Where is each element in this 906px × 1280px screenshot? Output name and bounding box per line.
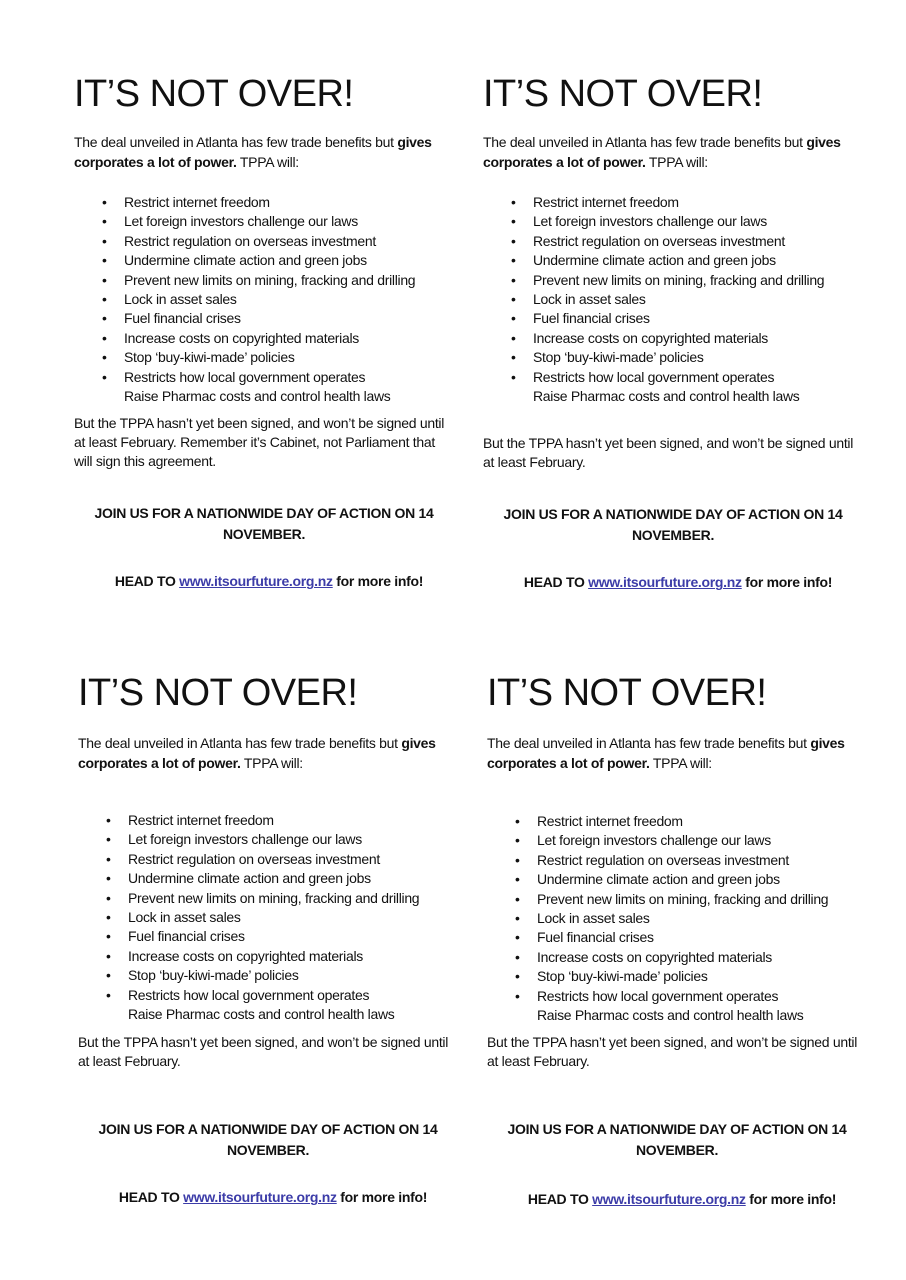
list-item <box>483 329 873 348</box>
bullet-icon: • <box>511 271 516 288</box>
flyer-top-left <box>74 72 464 591</box>
bullet-icon: • <box>106 909 111 926</box>
bullet-icon: • <box>106 928 111 945</box>
list-item <box>487 948 877 967</box>
list-item-text: Stop ‘buy-kiwi-made’ policies <box>128 967 299 984</box>
list-item <box>78 966 468 985</box>
flyer-bottom-right <box>487 671 877 1209</box>
bullet-list <box>487 812 877 1006</box>
intro-end-text: TPPA will: <box>236 154 299 170</box>
intro-bold-text: gives corporates a lot of power. <box>487 735 845 771</box>
list-item-text: Fuel financial crises <box>537 929 654 946</box>
website-link[interactable]: www.itsourfuture.org.nz <box>183 1189 337 1206</box>
call-to-action: JOIN US FOR A NATIONWIDE DAY OF ACTION ON 14 NOVEMBER. <box>503 506 843 544</box>
bullet-icon: • <box>511 310 516 327</box>
list-item-text: Fuel financial crises <box>124 310 241 327</box>
info-prefix: HEAD TO <box>527 1191 593 1208</box>
list-item-text: Increase costs on copyrighted materials <box>128 947 363 964</box>
bullet-icon: • <box>106 870 111 887</box>
list-item-text: Lock in asset sales <box>124 291 237 308</box>
info-prefix: HEAD TO <box>523 574 589 591</box>
bullet-icon: • <box>106 986 111 1003</box>
list-item <box>483 368 873 387</box>
bullet-icon: • <box>511 349 516 366</box>
flyer-intro <box>78 733 468 773</box>
list-item-text: Restrict regulation on overseas investment <box>128 850 380 867</box>
bullet-icon: • <box>515 890 520 907</box>
flyer-title: IT’S NOT OVER! <box>78 672 358 714</box>
flyer-intro <box>483 132 873 172</box>
bullet-icon: • <box>515 851 520 868</box>
list-item <box>78 889 468 908</box>
list-item <box>78 927 468 946</box>
list-item-text: Undermine climate action and green jobs <box>128 870 371 887</box>
call-to-action: JOIN US FOR A NATIONWIDE DAY OF ACTION ON 14 NOVEMBER. <box>507 1121 847 1159</box>
flyer-title: IT’S NOT OVER! <box>487 672 767 714</box>
list-item <box>487 967 877 986</box>
bullet-icon: • <box>515 910 520 927</box>
list-item-text: Restrict internet freedom <box>128 812 274 828</box>
list-item-text: Restricts how local government operates <box>124 368 366 385</box>
list-item <box>487 831 877 850</box>
bullet-icon: • <box>102 349 107 366</box>
bullet-icon: • <box>515 871 520 888</box>
bullet-icon: • <box>511 213 516 230</box>
intro-bold-text: gives corporates a lot of power. <box>74 134 432 170</box>
list-item-text: Stop ‘buy-kiwi-made’ policies <box>537 968 708 985</box>
bullet-icon: • <box>102 291 107 308</box>
info-prefix: HEAD TO <box>118 1189 184 1206</box>
website-link[interactable]: www.itsourfuture.org.nz <box>588 574 742 591</box>
info-suffix: for more info! <box>741 574 833 591</box>
bullet-icon: • <box>515 929 520 946</box>
extra-list-line: Raise Pharmac costs and control health laws <box>124 388 391 405</box>
list-item-text: Let foreign investors challenge our laws <box>124 213 358 230</box>
bullet-icon: • <box>102 194 107 210</box>
call-to-action: JOIN US FOR A NATIONWIDE DAY OF ACTION ON 14 NOVEMBER. <box>98 1121 438 1159</box>
list-item-text: Let foreign investors challenge our laws <box>128 831 362 848</box>
list-item-text: Lock in asset sales <box>537 910 650 927</box>
list-item-text: Fuel financial crises <box>128 928 245 945</box>
list-item <box>74 329 464 348</box>
intro-text: The deal unveiled in Atlanta has few trade benefits but <box>78 735 402 751</box>
flyer-title: IT’S NOT OVER! <box>483 73 763 115</box>
closing-paragraph: But the TPPA hasn’t yet been signed, and won’t be signed until at least February. Remember it’s Cabinet, not Parliament that will sign this agreement. <box>74 415 445 470</box>
info-suffix: for more info! <box>332 573 424 590</box>
info-line <box>487 1189 877 1209</box>
intro-bold-text: gives corporates a lot of power. <box>483 134 841 170</box>
list-item-text: Fuel financial crises <box>533 310 650 327</box>
list-item <box>483 290 873 309</box>
bullet-icon: • <box>511 232 516 249</box>
closing-paragraph: But the TPPA hasn’t yet been signed, and won’t be signed until at least February. <box>483 435 854 471</box>
bullet-icon: • <box>106 947 111 964</box>
extra-list-line: Raise Pharmac costs and control health laws <box>128 1006 395 1023</box>
list-item-text: Stop ‘buy-kiwi-made’ policies <box>533 349 704 366</box>
bullet-icon: • <box>102 252 107 269</box>
intro-bold-text: gives corporates a lot of power. <box>78 735 436 771</box>
flyer-bottom-left <box>78 671 468 1207</box>
list-item-text: Undermine climate action and green jobs <box>537 871 780 888</box>
list-item-text: Restrict internet freedom <box>537 813 683 829</box>
bullet-icon: • <box>106 850 111 867</box>
list-item-text: Restricts how local government operates <box>537 987 779 1004</box>
extra-list-line: Raise Pharmac costs and control health laws <box>533 388 800 405</box>
list-item-text: Restrict regulation on overseas investment <box>124 232 376 249</box>
list-item <box>487 928 877 947</box>
info-line <box>78 1187 468 1207</box>
list-item-text: Stop ‘buy-kiwi-made’ policies <box>124 349 295 366</box>
bullet-icon: • <box>102 368 107 385</box>
list-item-text: Restricts how local government operates <box>128 986 370 1003</box>
list-item <box>74 348 464 367</box>
list-item-text: Let foreign investors challenge our laws <box>537 832 771 849</box>
info-suffix: for more info! <box>336 1189 428 1206</box>
intro-text: The deal unveiled in Atlanta has few trade benefits but <box>74 134 398 150</box>
bullet-icon: • <box>106 967 111 984</box>
list-item-text: Restrict internet freedom <box>533 194 679 210</box>
list-item <box>483 212 873 231</box>
list-item <box>74 368 464 387</box>
bullet-list <box>78 811 468 1005</box>
flyer-intro <box>487 733 877 773</box>
bullet-icon: • <box>515 948 520 965</box>
flyer-top-right <box>483 72 873 592</box>
list-item <box>483 348 873 367</box>
list-item-text: Restricts how local government operates <box>533 368 775 385</box>
extra-list-line: Raise Pharmac costs and control health laws <box>537 1007 804 1024</box>
list-item <box>78 850 468 869</box>
list-item <box>78 869 468 888</box>
bullet-icon: • <box>102 213 107 230</box>
info-line <box>74 571 464 591</box>
call-to-action: JOIN US FOR A NATIONWIDE DAY OF ACTION ON 14 NOVEMBER. <box>94 505 434 543</box>
list-item-text: Prevent new limits on mining, fracking and drilling <box>533 271 825 288</box>
info-suffix: for more info! <box>745 1191 837 1208</box>
bullet-icon: • <box>106 889 111 906</box>
list-item-text: Prevent new limits on mining, fracking and drilling <box>124 271 416 288</box>
list-item <box>78 908 468 927</box>
flyer-intro <box>74 132 464 172</box>
bullet-icon: • <box>102 329 107 346</box>
list-item <box>74 212 464 231</box>
bullet-icon: • <box>515 832 520 849</box>
list-item-text: Increase costs on copyrighted materials <box>124 329 359 346</box>
bullet-icon: • <box>102 271 107 288</box>
list-item-text: Prevent new limits on mining, fracking and drilling <box>128 889 420 906</box>
list-item-text: Restrict regulation on overseas investment <box>533 232 785 249</box>
info-line <box>483 572 873 592</box>
bullet-icon: • <box>102 310 107 327</box>
intro-end-text: TPPA will: <box>649 755 712 771</box>
list-item <box>487 870 877 889</box>
list-item <box>483 232 873 251</box>
bullet-list <box>483 193 873 387</box>
list-item <box>483 193 873 212</box>
list-item-text: Lock in asset sales <box>533 291 646 308</box>
closing-paragraph: But the TPPA hasn’t yet been signed, and won’t be signed until at least February. <box>78 1034 449 1070</box>
intro-text: The deal unveiled in Atlanta has few trade benefits but <box>483 134 807 150</box>
list-item <box>487 987 877 1006</box>
list-item-text: Let foreign investors challenge our laws <box>533 213 767 230</box>
list-item <box>483 271 873 290</box>
bullet-icon: • <box>511 368 516 385</box>
bullet-icon: • <box>511 252 516 269</box>
list-item <box>78 811 468 830</box>
list-item <box>74 251 464 270</box>
list-item <box>487 890 877 909</box>
list-item-text: Undermine climate action and green jobs <box>533 252 776 269</box>
list-item <box>487 851 877 870</box>
list-item <box>483 251 873 270</box>
bullet-icon: • <box>511 329 516 346</box>
list-item <box>74 290 464 309</box>
bullet-icon: • <box>511 194 516 210</box>
bullet-list <box>74 193 464 387</box>
bullet-icon: • <box>102 232 107 249</box>
list-item-text: Prevent new limits on mining, fracking and drilling <box>537 890 829 907</box>
list-item <box>487 812 877 831</box>
list-item-text: Restrict internet freedom <box>124 194 270 210</box>
intro-text: The deal unveiled in Atlanta has few trade benefits but <box>487 735 811 751</box>
intro-end-text: TPPA will: <box>240 755 303 771</box>
info-prefix: HEAD TO <box>114 573 180 590</box>
list-item <box>483 309 873 328</box>
bullet-icon: • <box>515 813 520 829</box>
website-link[interactable]: www.itsourfuture.org.nz <box>179 573 333 590</box>
list-item <box>74 232 464 251</box>
list-item <box>78 830 468 849</box>
bullet-icon: • <box>515 968 520 985</box>
intro-end-text: TPPA will: <box>645 154 708 170</box>
closing-paragraph: But the TPPA hasn’t yet been signed, and won’t be signed until at least February. <box>487 1034 858 1070</box>
list-item <box>487 909 877 928</box>
list-item-text: Increase costs on copyrighted materials <box>537 948 772 965</box>
list-item-text: Increase costs on copyrighted materials <box>533 329 768 346</box>
bullet-icon: • <box>515 987 520 1004</box>
list-item <box>78 947 468 966</box>
bullet-icon: • <box>106 812 111 828</box>
website-link[interactable]: www.itsourfuture.org.nz <box>592 1191 746 1208</box>
list-item-text: Lock in asset sales <box>128 909 241 926</box>
bullet-icon: • <box>511 291 516 308</box>
list-item <box>78 986 468 1005</box>
list-item-text: Restrict regulation on overseas investment <box>537 851 789 868</box>
list-item <box>74 271 464 290</box>
flyer-title: IT’S NOT OVER! <box>74 73 354 115</box>
list-item <box>74 309 464 328</box>
bullet-icon: • <box>106 831 111 848</box>
list-item-text: Undermine climate action and green jobs <box>124 252 367 269</box>
list-item <box>74 193 464 212</box>
